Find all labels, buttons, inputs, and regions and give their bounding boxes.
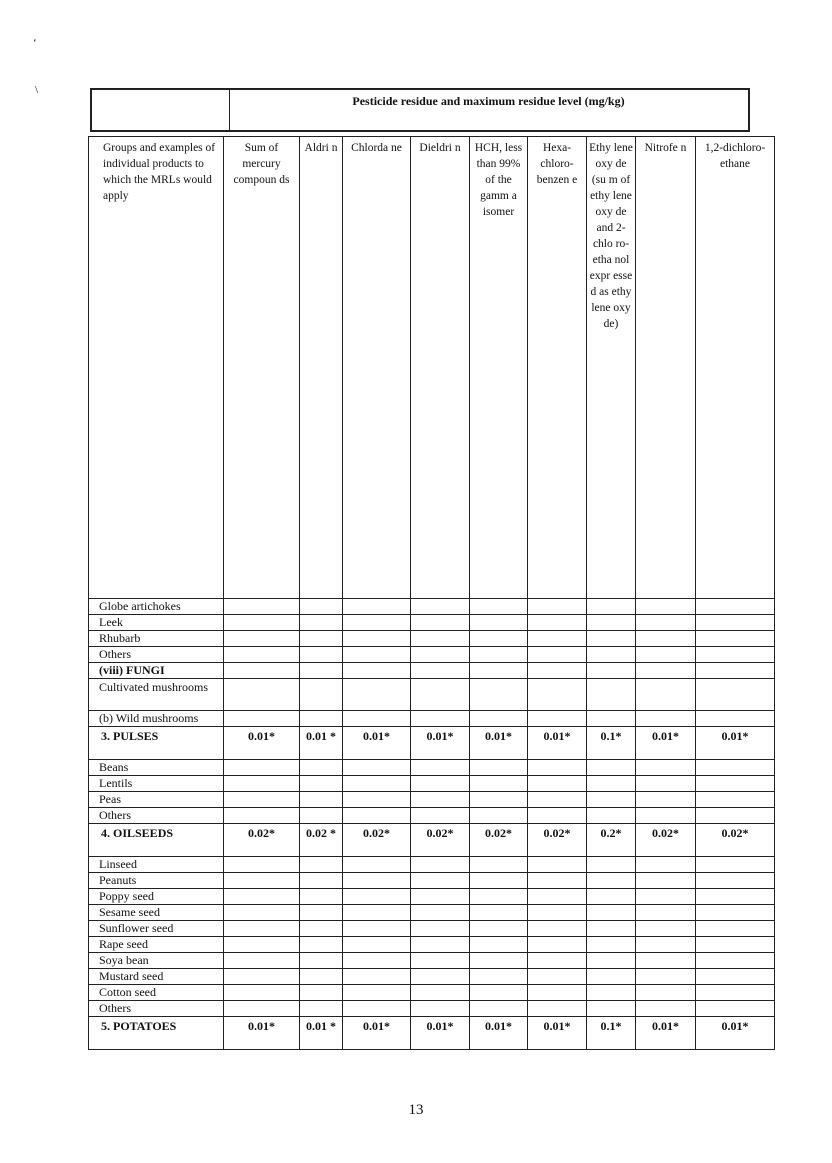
empty-cell — [470, 631, 528, 647]
empty-cell — [300, 776, 343, 792]
empty-cell — [224, 937, 300, 953]
empty-cell — [636, 760, 696, 776]
page-number: 13 — [408, 1102, 424, 1118]
empty-cell — [411, 647, 470, 663]
mrl-value: 0.02* — [636, 824, 696, 857]
empty-cell — [528, 857, 587, 873]
header-ethylene-oxide: Ethy lene oxy de (su m of ethy lene oxy de and 2-chlo ro-etha nol expr esse d as ethy lene oxy de) — [587, 137, 636, 599]
empty-cell — [696, 792, 775, 808]
empty-cell — [470, 873, 528, 889]
empty-cell — [636, 953, 696, 969]
mrl-value: 0.01 * — [300, 1017, 343, 1050]
mrl-value: 0.01* — [411, 727, 470, 760]
empty-cell — [587, 873, 636, 889]
mrl-value: 0.01* — [343, 727, 411, 760]
empty-cell — [528, 905, 587, 921]
empty-cell — [636, 615, 696, 631]
empty-cell — [224, 1001, 300, 1017]
empty-cell — [300, 969, 343, 985]
table-row — [89, 921, 775, 937]
empty-cell — [300, 921, 343, 937]
table-title: Pesticide residue and maximum residue level (mg/kg) — [352, 94, 625, 108]
empty-cell — [696, 985, 775, 1001]
table-row — [89, 985, 775, 1001]
empty-cell — [411, 679, 470, 711]
row-label: Soya bean — [89, 953, 224, 969]
empty-cell — [300, 615, 343, 631]
empty-cell — [343, 873, 411, 889]
empty-cell — [528, 808, 587, 824]
empty-cell — [470, 599, 528, 615]
empty-cell — [587, 937, 636, 953]
empty-cell — [300, 905, 343, 921]
empty-cell — [343, 776, 411, 792]
empty-cell — [343, 792, 411, 808]
header-chlordane: Chlorda ne — [343, 137, 411, 599]
empty-cell — [636, 969, 696, 985]
empty-cell — [470, 615, 528, 631]
mrl-value: 0.02* — [470, 824, 528, 857]
row-label: Sesame seed — [89, 905, 224, 921]
header-mercury: Sum of mercury compoun ds — [224, 137, 300, 599]
empty-cell — [343, 953, 411, 969]
empty-cell — [300, 647, 343, 663]
mrl-value: 0.02* — [224, 824, 300, 857]
table-row — [89, 953, 775, 969]
empty-cell — [587, 953, 636, 969]
row-label: Lentils — [89, 776, 224, 792]
row-label: Others — [89, 647, 224, 663]
empty-cell — [696, 631, 775, 647]
empty-cell — [528, 599, 587, 615]
empty-cell — [224, 711, 300, 727]
empty-cell — [300, 711, 343, 727]
empty-cell — [224, 615, 300, 631]
empty-cell — [636, 1001, 696, 1017]
empty-cell — [636, 792, 696, 808]
empty-cell — [224, 760, 300, 776]
empty-cell — [411, 1001, 470, 1017]
empty-cell — [470, 921, 528, 937]
empty-cell — [587, 921, 636, 937]
empty-cell — [587, 905, 636, 921]
empty-cell — [587, 711, 636, 727]
empty-cell — [636, 905, 696, 921]
header-dieldrin: Dieldri n — [411, 137, 470, 599]
empty-cell — [587, 631, 636, 647]
empty-cell — [696, 889, 775, 905]
empty-cell — [224, 953, 300, 969]
empty-cell — [636, 808, 696, 824]
mrl-value: 0.01* — [636, 1017, 696, 1050]
empty-cell — [343, 808, 411, 824]
empty-cell — [224, 969, 300, 985]
mrl-value: 0.02 * — [300, 824, 343, 857]
empty-cell — [528, 776, 587, 792]
empty-cell — [696, 679, 775, 711]
empty-cell — [587, 969, 636, 985]
empty-cell — [696, 808, 775, 824]
row-label: Rhubarb — [89, 631, 224, 647]
header-nitrofen: Nitrofe n — [636, 137, 696, 599]
mrl-value: 0.01* — [528, 1017, 587, 1050]
empty-cell — [224, 985, 300, 1001]
empty-cell — [636, 647, 696, 663]
empty-cell — [528, 953, 587, 969]
empty-cell — [470, 953, 528, 969]
empty-cell — [300, 760, 343, 776]
empty-cell — [343, 647, 411, 663]
header-aldrin: Aldri n — [300, 137, 343, 599]
empty-cell — [224, 905, 300, 921]
empty-cell — [411, 969, 470, 985]
empty-cell — [636, 873, 696, 889]
row-label: Poppy seed — [89, 889, 224, 905]
empty-cell — [528, 889, 587, 905]
group-row-oilseeds — [89, 824, 775, 857]
empty-cell — [636, 857, 696, 873]
empty-cell — [528, 937, 587, 953]
empty-cell — [411, 615, 470, 631]
empty-cell — [528, 711, 587, 727]
empty-cell — [636, 711, 696, 727]
table-row — [89, 760, 775, 776]
mrl-value: 0.01* — [696, 1017, 775, 1050]
table-row — [89, 889, 775, 905]
empty-cell — [411, 808, 470, 824]
empty-cell — [528, 873, 587, 889]
empty-cell — [696, 711, 775, 727]
table-row — [89, 937, 775, 953]
mrl-value: 0.1* — [587, 1017, 636, 1050]
empty-cell — [224, 808, 300, 824]
empty-cell — [696, 599, 775, 615]
empty-cell — [470, 647, 528, 663]
empty-cell — [696, 615, 775, 631]
empty-cell — [636, 776, 696, 792]
empty-cell — [224, 857, 300, 873]
empty-cell — [470, 937, 528, 953]
row-label: Sunflower seed — [89, 921, 224, 937]
empty-cell — [300, 857, 343, 873]
table-row — [89, 631, 775, 647]
mrl-value: 0.01* — [636, 727, 696, 760]
empty-cell — [636, 631, 696, 647]
empty-cell — [343, 857, 411, 873]
empty-cell — [470, 776, 528, 792]
table-row — [89, 599, 775, 615]
empty-cell — [411, 776, 470, 792]
group-row-pulses — [89, 727, 775, 760]
empty-cell — [696, 647, 775, 663]
header-row — [89, 137, 775, 599]
empty-cell — [411, 953, 470, 969]
empty-cell — [528, 969, 587, 985]
table-row — [89, 905, 775, 921]
table-row — [89, 711, 775, 727]
mrl-value: 0.02* — [343, 824, 411, 857]
row-label: Others — [89, 808, 224, 824]
mrl-value: 0.01* — [528, 727, 587, 760]
row-label: Cotton seed — [89, 985, 224, 1001]
empty-cell — [411, 985, 470, 1001]
empty-cell — [411, 760, 470, 776]
empty-cell — [343, 631, 411, 647]
mrl-value: 0.01* — [343, 1017, 411, 1050]
empty-cell — [636, 921, 696, 937]
empty-cell — [343, 889, 411, 905]
empty-cell — [587, 1001, 636, 1017]
header-groups: Groups and examples of individual products to which the MRLs would apply — [89, 137, 224, 599]
empty-cell — [470, 663, 528, 679]
empty-cell — [696, 857, 775, 873]
empty-cell — [528, 647, 587, 663]
row-label: Others — [89, 1001, 224, 1017]
header-hch: HCH, less than 99% of the gamm a isomer — [470, 137, 528, 599]
empty-cell — [587, 679, 636, 711]
empty-cell — [224, 792, 300, 808]
empty-cell — [528, 760, 587, 776]
empty-cell — [300, 985, 343, 1001]
row-label: Cultivated mushrooms — [89, 679, 224, 711]
empty-cell — [343, 921, 411, 937]
margin-mark: \ — [35, 84, 39, 96]
row-label: Peanuts — [89, 873, 224, 889]
empty-cell — [470, 711, 528, 727]
empty-cell — [636, 679, 696, 711]
empty-cell — [528, 792, 587, 808]
empty-cell — [636, 889, 696, 905]
empty-cell — [411, 889, 470, 905]
empty-cell — [696, 663, 775, 679]
table-title-box — [90, 88, 750, 132]
empty-cell — [343, 679, 411, 711]
margin-mark: ‘ — [33, 37, 37, 49]
empty-cell — [343, 615, 411, 631]
row-label: Leek — [89, 615, 224, 631]
table-row — [89, 873, 775, 889]
empty-cell — [300, 808, 343, 824]
table-row — [89, 663, 775, 679]
empty-cell — [470, 679, 528, 711]
empty-cell — [528, 663, 587, 679]
table-row — [89, 1001, 775, 1017]
table-row — [89, 969, 775, 985]
empty-cell — [411, 792, 470, 808]
mrl-value: 0.01* — [696, 727, 775, 760]
table-row — [89, 776, 775, 792]
empty-cell — [470, 857, 528, 873]
row-label: 5. POTATOES — [89, 1017, 224, 1050]
row-label: Peas — [89, 792, 224, 808]
empty-cell — [696, 921, 775, 937]
table-row — [89, 792, 775, 808]
empty-cell — [470, 985, 528, 1001]
empty-cell — [300, 889, 343, 905]
empty-cell — [587, 776, 636, 792]
empty-cell — [224, 663, 300, 679]
empty-cell — [224, 679, 300, 711]
table-row — [89, 808, 775, 824]
empty-cell — [587, 760, 636, 776]
empty-cell — [224, 921, 300, 937]
empty-cell — [528, 921, 587, 937]
empty-cell — [300, 631, 343, 647]
empty-cell — [696, 776, 775, 792]
empty-cell — [411, 631, 470, 647]
header-dichloroethane: 1,2-dichloro-ethane — [696, 137, 775, 599]
mrl-value: 0.01 * — [300, 727, 343, 760]
empty-cell — [470, 792, 528, 808]
row-label: 4. OILSEEDS — [89, 824, 224, 857]
mrl-table — [88, 136, 775, 1050]
empty-cell — [696, 953, 775, 969]
empty-cell — [300, 663, 343, 679]
empty-cell — [224, 631, 300, 647]
row-label: 3. PULSES — [89, 727, 224, 760]
empty-cell — [470, 1001, 528, 1017]
empty-cell — [636, 599, 696, 615]
row-label: (b) Wild mushrooms — [89, 711, 224, 727]
empty-cell — [470, 760, 528, 776]
table-row — [89, 615, 775, 631]
empty-cell — [224, 776, 300, 792]
empty-cell — [696, 937, 775, 953]
empty-cell — [224, 873, 300, 889]
empty-cell — [587, 985, 636, 1001]
empty-cell — [343, 760, 411, 776]
empty-cell — [343, 663, 411, 679]
row-label: (viii) FUNGI — [89, 663, 224, 679]
empty-cell — [411, 711, 470, 727]
empty-cell — [343, 599, 411, 615]
header-hexachlorobenzene: Hexa-chloro-benzen e — [528, 137, 587, 599]
mrl-value: 0.2* — [587, 824, 636, 857]
empty-cell — [411, 663, 470, 679]
empty-cell — [587, 663, 636, 679]
empty-cell — [411, 857, 470, 873]
empty-cell — [224, 599, 300, 615]
mrl-value: 0.02* — [411, 824, 470, 857]
empty-cell — [470, 905, 528, 921]
empty-cell — [343, 985, 411, 1001]
empty-cell — [528, 985, 587, 1001]
row-label: Rape seed — [89, 937, 224, 953]
empty-cell — [636, 937, 696, 953]
empty-cell — [528, 1001, 587, 1017]
empty-cell — [300, 873, 343, 889]
empty-cell — [587, 808, 636, 824]
empty-cell — [300, 599, 343, 615]
empty-cell — [636, 663, 696, 679]
empty-cell — [587, 615, 636, 631]
empty-cell — [470, 969, 528, 985]
empty-cell — [696, 969, 775, 985]
row-label: Globe artichokes — [89, 599, 224, 615]
empty-cell — [696, 760, 775, 776]
empty-cell — [587, 889, 636, 905]
mrl-value: 0.02* — [528, 824, 587, 857]
mrl-value: 0.01* — [411, 1017, 470, 1050]
empty-cell — [528, 615, 587, 631]
empty-cell — [411, 905, 470, 921]
mrl-value: 0.01* — [224, 727, 300, 760]
table-row — [89, 857, 775, 873]
empty-cell — [528, 679, 587, 711]
empty-cell — [300, 792, 343, 808]
mrl-value: 0.01* — [224, 1017, 300, 1050]
empty-cell — [470, 808, 528, 824]
empty-cell — [300, 679, 343, 711]
mrl-value: 0.01* — [470, 727, 528, 760]
mrl-value: 0.02* — [696, 824, 775, 857]
empty-cell — [696, 873, 775, 889]
empty-cell — [587, 599, 636, 615]
group-row-potatoes — [89, 1017, 775, 1050]
table-row — [89, 647, 775, 663]
empty-cell — [587, 647, 636, 663]
table-row — [89, 679, 775, 711]
empty-cell — [343, 969, 411, 985]
empty-cell — [470, 889, 528, 905]
empty-cell — [224, 889, 300, 905]
empty-cell — [343, 937, 411, 953]
empty-cell — [343, 905, 411, 921]
empty-cell — [224, 647, 300, 663]
empty-cell — [300, 953, 343, 969]
mrl-value: 0.01* — [470, 1017, 528, 1050]
empty-cell — [411, 873, 470, 889]
empty-cell — [343, 711, 411, 727]
empty-cell — [411, 599, 470, 615]
empty-cell — [587, 857, 636, 873]
empty-cell — [300, 937, 343, 953]
empty-cell — [411, 921, 470, 937]
empty-cell — [300, 1001, 343, 1017]
empty-cell — [696, 1001, 775, 1017]
row-label: Linseed — [89, 857, 224, 873]
empty-cell — [343, 1001, 411, 1017]
empty-cell — [636, 985, 696, 1001]
row-label: Beans — [89, 760, 224, 776]
empty-cell — [696, 905, 775, 921]
empty-cell — [587, 792, 636, 808]
mrl-value: 0.1* — [587, 727, 636, 760]
row-label: Mustard seed — [89, 969, 224, 985]
empty-cell — [411, 937, 470, 953]
empty-cell — [528, 631, 587, 647]
